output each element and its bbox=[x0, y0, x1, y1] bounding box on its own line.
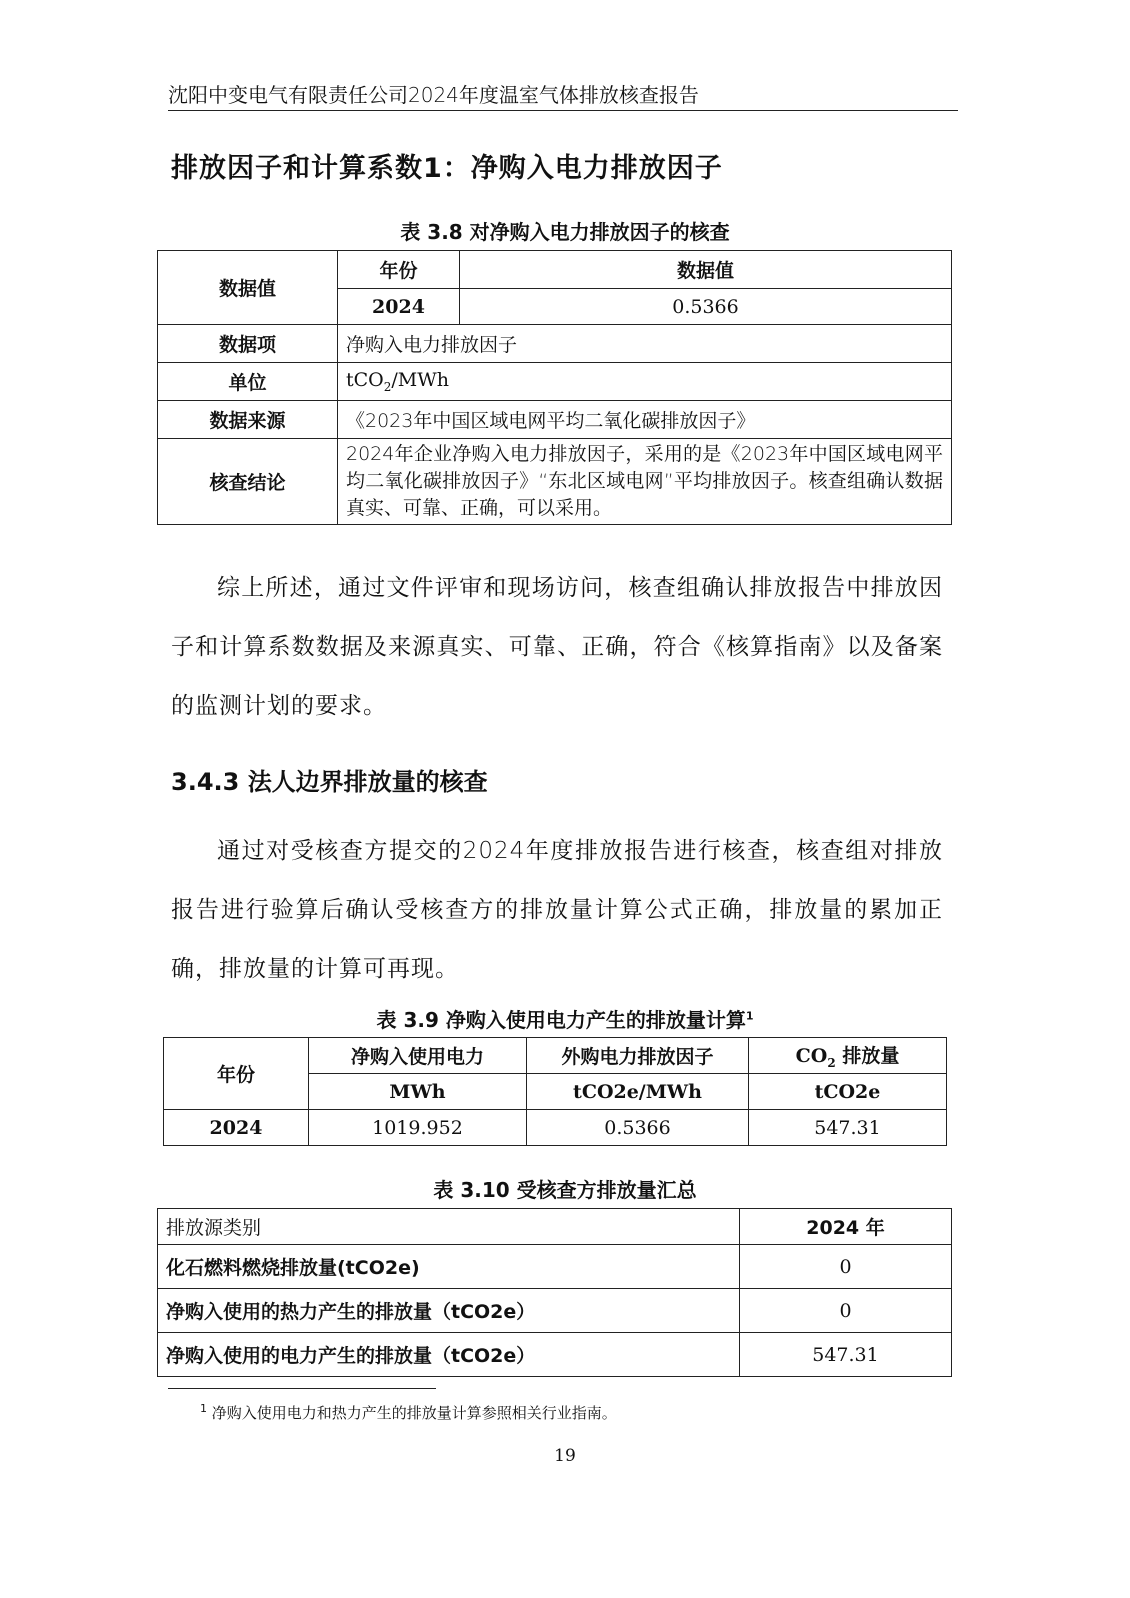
row-label: 净购入使用的电力产生的排放量（tCO2e） bbox=[158, 1333, 740, 1377]
table-3-10-caption: 表 3.10 受核查方排放量汇总 bbox=[433, 1178, 697, 1202]
unit-post: /MWh bbox=[391, 369, 450, 392]
row-label-value: 数据值 bbox=[158, 251, 338, 325]
power-cell: 1019.952 bbox=[309, 1110, 527, 1146]
table-3-10 bbox=[157, 1208, 952, 1377]
verification-paragraph: 通过对受核查方提交的2024年度排放报告进行核查，核查组对排放报告进行验算后确认受核查方的排放量计算公式正确，排放量的累加正确，排放量的计算可再现。 bbox=[171, 838, 943, 982]
item-cell: 净购入电力排放因子 bbox=[338, 325, 952, 363]
col-value-header: 数据值 bbox=[460, 251, 952, 289]
year-cell: 2024 bbox=[338, 289, 460, 325]
footnote-text: 净购入使用电力和热力产生的排放量计算参照相关行业指南。 bbox=[211, 1404, 617, 1422]
row-value: 0 bbox=[740, 1245, 952, 1289]
co2-cell: 547.31 bbox=[749, 1110, 947, 1146]
footnote-rule bbox=[168, 1388, 436, 1389]
source-cell: 《2023年中国区域电网平均二氧化碳排放因子》 bbox=[338, 401, 952, 439]
h-power: 净购入使用电力 bbox=[309, 1038, 527, 1074]
h-co2-sub: 2 bbox=[827, 1055, 836, 1070]
page-header: 沈阳中变电气有限责任公司2024年度温室气体排放核查报告 bbox=[168, 80, 958, 111]
u-co2: tCO2e bbox=[749, 1074, 947, 1110]
row-label: 净购入使用的热力产生的排放量（tCO2e） bbox=[158, 1289, 740, 1333]
footnote bbox=[200, 1402, 617, 1423]
h-year: 2024 年 bbox=[740, 1209, 952, 1245]
h-co2-post: 排放量 bbox=[835, 1045, 900, 1068]
h-co2 bbox=[749, 1038, 947, 1074]
h-factor: 外购电力排放因子 bbox=[527, 1038, 749, 1074]
conclusion-cell: 2024年企业净购入电力排放因子，采用的是《2023年中国区域电网平均二氧化碳排放因子》“东北区域电网”平均排放因子。核查组确认数据真实、可靠、正确，可以采用。 bbox=[338, 439, 952, 525]
u-factor: tCO2e/MWh bbox=[527, 1074, 749, 1110]
subsection-title: 3.4.3 法人边界排放量的核查 bbox=[171, 768, 488, 796]
table-3-8 bbox=[157, 250, 952, 525]
label-item: 数据项 bbox=[158, 325, 338, 363]
unit-cell bbox=[338, 363, 952, 401]
unit-pre: tCO bbox=[346, 369, 384, 392]
table-3-9 bbox=[163, 1037, 947, 1146]
h-source: 排放源类别 bbox=[158, 1209, 740, 1245]
row-value: 0 bbox=[740, 1289, 952, 1333]
factor-cell: 0.5366 bbox=[527, 1110, 749, 1146]
label-unit: 单位 bbox=[158, 363, 338, 401]
footnote-ref: 1 bbox=[745, 1009, 754, 1023]
label-source: 数据来源 bbox=[158, 401, 338, 439]
footnote-mark: 1 bbox=[200, 1402, 207, 1415]
col-year-header: 年份 bbox=[338, 251, 460, 289]
year-cell: 2024 bbox=[164, 1110, 309, 1146]
table-3-8-caption: 表 3.8 对净购入电力排放因子的核查 bbox=[400, 220, 730, 244]
table-3-9-caption bbox=[0, 1004, 1130, 1033]
page-number: 19 bbox=[554, 1446, 576, 1466]
table-3-9-caption-text: 表 3.9 净购入使用电力产生的排放量计算 bbox=[376, 1008, 746, 1032]
unit-sub: 2 bbox=[383, 379, 392, 394]
row-value: 547.31 bbox=[740, 1333, 952, 1377]
value-cell: 0.5366 bbox=[460, 289, 952, 325]
section-title: 排放因子和计算系数1：净购入电力排放因子 bbox=[171, 153, 723, 184]
summary-paragraph: 综上所述，通过文件评审和现场访问，核查组确认排放报告中排放因子和计算系数数据及来源真实、可靠、正确，符合《核算指南》以及备案的监测计划的要求。 bbox=[171, 575, 943, 719]
label-conclusion: 核查结论 bbox=[158, 439, 338, 525]
h-co2-pre: CO bbox=[795, 1045, 828, 1068]
u-power: MWh bbox=[309, 1074, 527, 1110]
h-year: 年份 bbox=[164, 1038, 309, 1110]
row-label: 化石燃料燃烧排放量(tCO2e) bbox=[158, 1245, 740, 1289]
